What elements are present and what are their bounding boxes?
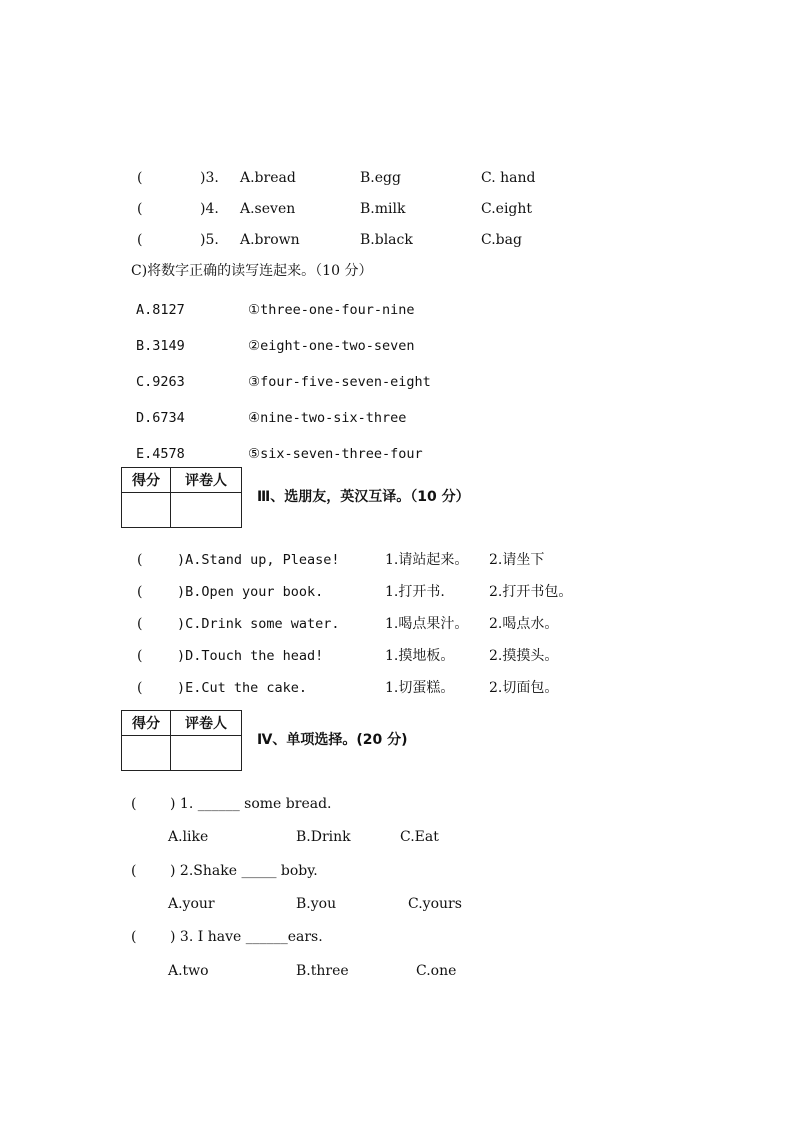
words-item: ④nine-two-six-three	[248, 410, 407, 426]
option-c: C.eight	[481, 201, 533, 217]
score-label: 得分	[122, 468, 171, 493]
option-c: C.bag	[481, 232, 522, 248]
option-2: 2.请坐下	[489, 552, 545, 568]
option-a: A.seven	[240, 201, 296, 217]
option-b: B.Drink	[296, 829, 351, 845]
answer-paren[interactable]: (	[137, 552, 143, 568]
grader-label: 评卷人	[171, 711, 242, 736]
option-c: C.yours	[408, 896, 462, 912]
answer-paren[interactable]: (	[137, 648, 143, 664]
answer-paren[interactable]: (	[137, 584, 143, 600]
words-item: ③four-five-seven-eight	[248, 374, 431, 390]
option-a: A.brown	[240, 232, 300, 248]
number-item: C.9263	[136, 374, 185, 390]
question-number: )4.	[200, 201, 219, 217]
part-c-title: C)将数字正确的读写连起来。（10 分）	[131, 263, 373, 279]
option-c: C.Eat	[400, 829, 439, 845]
option-2: 2.切面包。	[489, 680, 559, 696]
answer-paren[interactable]: (	[137, 201, 143, 217]
option-1: 1.摸地板。	[385, 648, 455, 664]
option-b: B.three	[296, 963, 349, 979]
option-c: C. hand	[481, 170, 536, 186]
option-b: B.milk	[360, 201, 406, 217]
score-cell[interactable]	[122, 493, 171, 528]
english-phrase: )D.Touch the head!	[177, 648, 324, 664]
option-b: B.you	[296, 896, 337, 912]
score-cell[interactable]	[122, 736, 171, 771]
words-item: ①three-one-four-nine	[248, 302, 415, 318]
answer-paren[interactable]: (	[131, 796, 137, 812]
grader-cell[interactable]	[171, 736, 242, 771]
section-3-title: Ⅲ、选朋友，英汉互译。（10 分）	[257, 489, 470, 505]
answer-paren[interactable]: (	[137, 680, 143, 696]
option-a: A.your	[168, 896, 215, 912]
english-phrase: )E.Cut the cake.	[177, 680, 308, 696]
grader-cell[interactable]	[171, 493, 242, 528]
option-b: B.egg	[360, 170, 401, 186]
number-item: A.8127	[136, 302, 185, 318]
number-item: D.6734	[136, 410, 185, 426]
section-4-title: Ⅳ、单项选择。(20 分)	[257, 732, 408, 748]
question-text: ) 3. I have ______ears.	[170, 929, 323, 945]
answer-paren[interactable]: (	[137, 170, 143, 186]
grader-label: 评卷人	[171, 468, 242, 493]
option-2: 2.喝点水。	[489, 616, 559, 632]
score-box	[121, 467, 242, 528]
option-2: 2.摸摸头。	[489, 648, 559, 664]
option-1: 1.打开书.	[385, 584, 445, 600]
score-label: 得分	[122, 711, 171, 736]
english-phrase: )B.Open your book.	[177, 584, 324, 600]
option-a: A.bread	[240, 170, 296, 186]
score-box	[121, 710, 242, 771]
number-item: B.3149	[136, 338, 185, 354]
option-1: 1.切蛋糕。	[385, 680, 455, 696]
option-c: C.one	[416, 963, 457, 979]
option-a: A.like	[168, 829, 209, 845]
option-a: A.two	[168, 963, 209, 979]
answer-paren[interactable]: (	[131, 863, 137, 879]
option-2: 2.打开书包。	[489, 584, 573, 600]
option-1: 1.请站起来。	[385, 552, 469, 568]
question-number: )5.	[200, 232, 219, 248]
option-b: B.black	[360, 232, 413, 248]
option-1: 1.喝点果汁。	[385, 616, 469, 632]
english-phrase: )C.Drink some water.	[177, 616, 340, 632]
words-item: ②eight-one-two-seven	[248, 338, 415, 354]
words-item: ⑤six-seven-three-four	[248, 446, 423, 462]
answer-paren[interactable]: (	[131, 929, 137, 945]
question-number: )3.	[200, 170, 219, 186]
number-item: E.4578	[136, 446, 185, 462]
question-text: ) 1. ______ some bread.	[170, 796, 332, 812]
answer-paren[interactable]: (	[137, 616, 143, 632]
english-phrase: )A.Stand up, Please!	[177, 552, 340, 568]
question-text: ) 2.Shake _____ boby.	[170, 863, 318, 879]
answer-paren[interactable]: (	[137, 232, 143, 248]
